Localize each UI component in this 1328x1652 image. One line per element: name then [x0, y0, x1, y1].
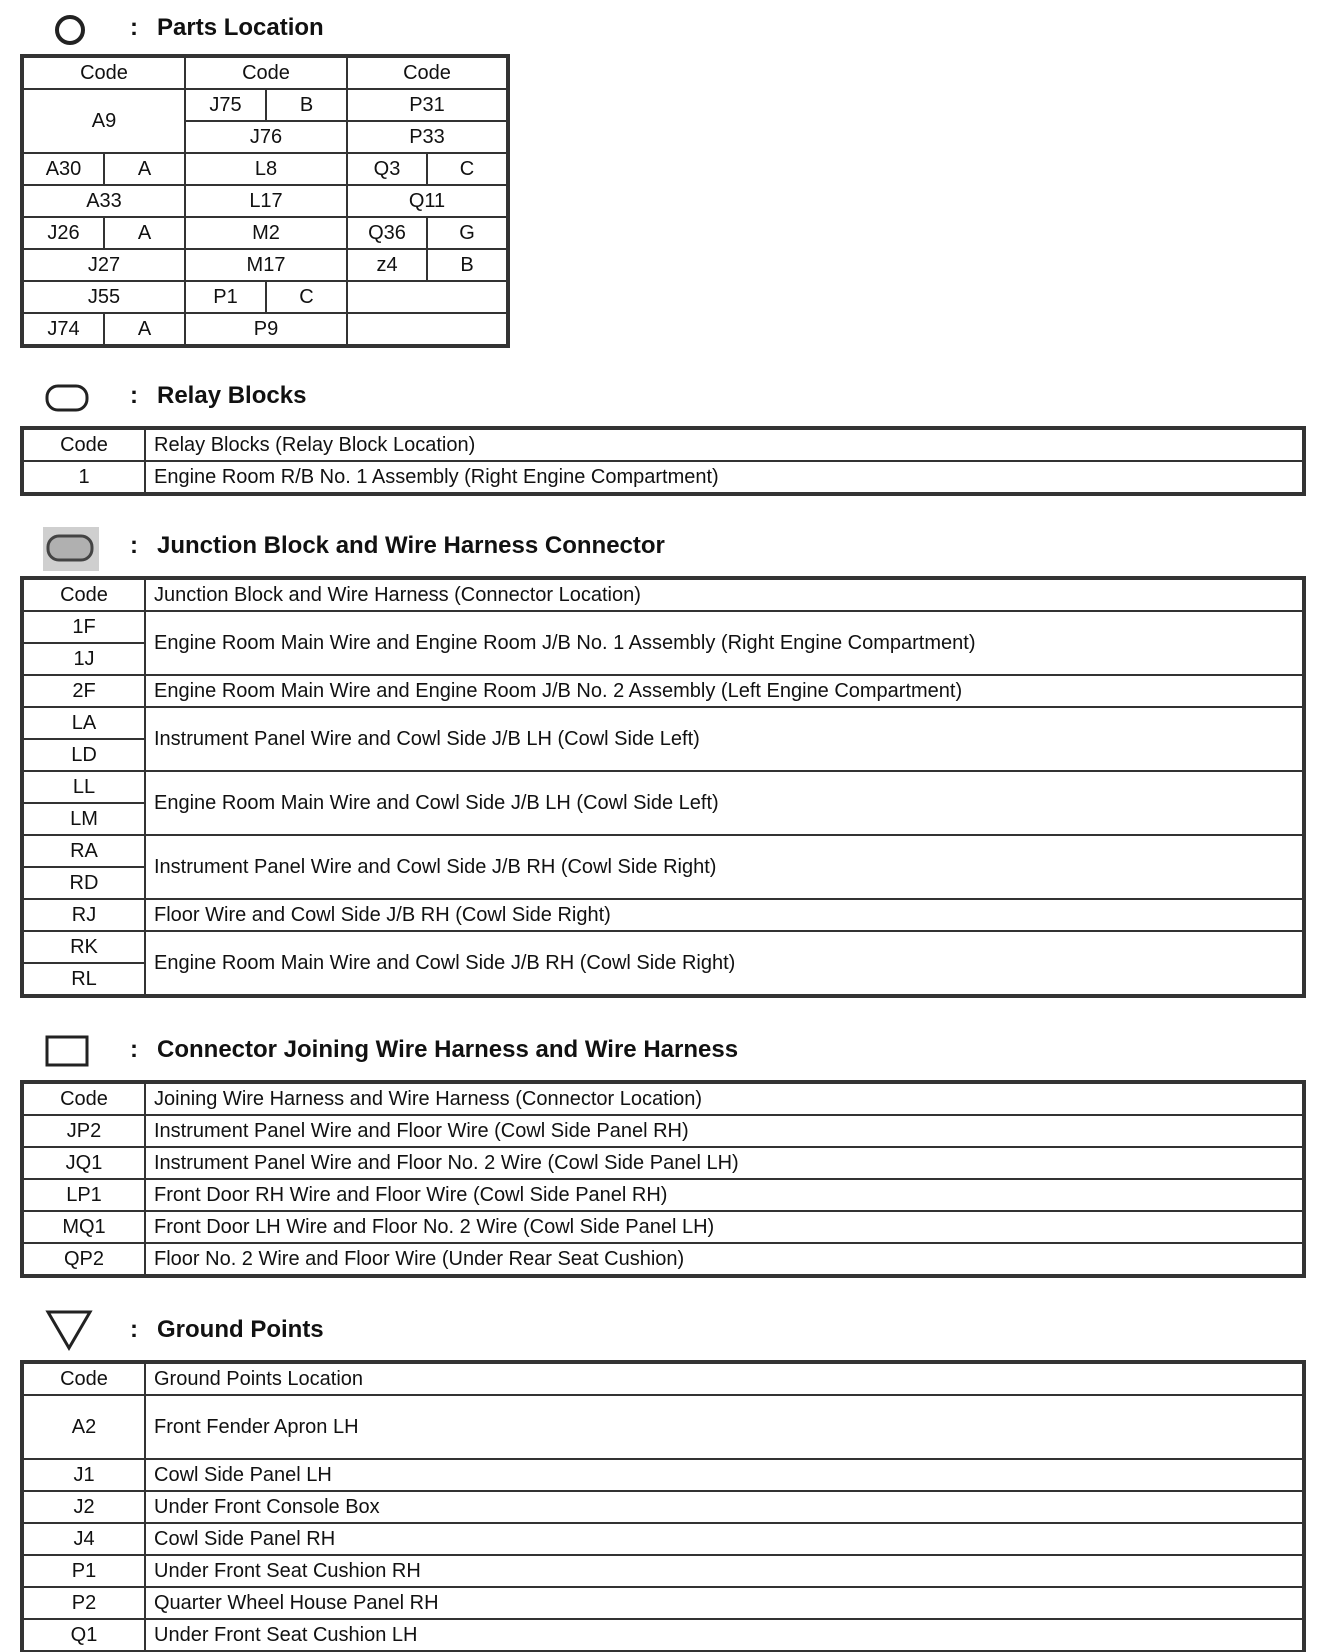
- junction-code: 2F: [23, 675, 145, 707]
- part-sub: A: [104, 217, 185, 249]
- part-sub: B: [427, 249, 507, 281]
- junction-code: 1F: [23, 611, 145, 643]
- colon: :: [130, 1316, 138, 1343]
- connector-desc: Floor No. 2 Wire and Floor Wire (Under Rear Seat Cushion): [145, 1243, 1303, 1275]
- colon: :: [130, 14, 138, 41]
- part-code: J74: [23, 313, 104, 345]
- part-code: L17: [185, 185, 347, 217]
- part-code: J75: [185, 89, 266, 121]
- shaded-rounded-rect-icon: [42, 526, 102, 572]
- relay-blocks-table: [22, 428, 1304, 494]
- part-sub: B: [266, 89, 347, 121]
- junction-code: LA: [23, 707, 145, 739]
- part-sub: G: [427, 217, 507, 249]
- part-sub: A: [104, 153, 185, 185]
- part-code: J26: [23, 217, 104, 249]
- connector-table: [22, 1082, 1304, 1276]
- part-code: J55: [23, 281, 185, 313]
- part-sub: A: [104, 313, 185, 345]
- junction-code: LD: [23, 739, 145, 771]
- ground-code: Q1: [23, 1619, 145, 1651]
- ground-desc: Cowl Side Panel RH: [145, 1523, 1303, 1555]
- code-header: Code: [347, 57, 507, 89]
- square-icon: [44, 1034, 94, 1070]
- ground-desc: Under Front Console Box: [145, 1491, 1303, 1523]
- ground-code: J1: [23, 1459, 145, 1491]
- part-code: P31: [347, 89, 507, 121]
- junction-code: LL: [23, 771, 145, 803]
- part-code: P33: [347, 121, 507, 153]
- desc-header: Joining Wire Harness and Wire Harness (Connector Location): [145, 1083, 1303, 1115]
- colon: :: [130, 1036, 138, 1063]
- ground-desc: Cowl Side Panel LH: [145, 1459, 1303, 1491]
- connector-code: MQ1: [23, 1211, 145, 1243]
- part-code: A33: [23, 185, 185, 217]
- connector-desc: Instrument Panel Wire and Floor No. 2 Wire (Cowl Side Panel LH): [145, 1147, 1303, 1179]
- rounded-rect-icon: [44, 382, 94, 418]
- section-title: Parts Location: [157, 14, 324, 41]
- junction-code: RD: [23, 867, 145, 899]
- desc-header: Ground Points Location: [145, 1363, 1303, 1395]
- junction-code: 1J: [23, 643, 145, 675]
- code-header: Code: [23, 429, 145, 461]
- connector-code: JP2: [23, 1115, 145, 1147]
- part-code: P1: [185, 281, 266, 313]
- part-code: L8: [185, 153, 347, 185]
- empty-cell: [347, 313, 507, 345]
- code-header: Code: [23, 1363, 145, 1395]
- junction-desc: Instrument Panel Wire and Cowl Side J/B LH (Cowl Side Left): [145, 707, 1303, 771]
- section-title: Junction Block and Wire Harness Connector: [157, 532, 665, 559]
- connector-code: QP2: [23, 1243, 145, 1275]
- junction-desc: Instrument Panel Wire and Cowl Side J/B RH (Cowl Side Right): [145, 835, 1303, 899]
- ground-desc: Front Fender Apron LH: [145, 1395, 1303, 1459]
- ground-desc: Quarter Wheel House Panel RH: [145, 1587, 1303, 1619]
- relay-desc: Engine Room R/B No. 1 Assembly (Right Engine Compartment): [145, 461, 1303, 493]
- part-code: z4: [347, 249, 427, 281]
- ground-points-table: [22, 1362, 1304, 1652]
- part-code: Q36: [347, 217, 427, 249]
- junction-desc: Engine Room Main Wire and Cowl Side J/B RH (Cowl Side Right): [145, 931, 1303, 995]
- connector-desc: Instrument Panel Wire and Floor Wire (Cowl Side Panel RH): [145, 1115, 1303, 1147]
- code-header: Code: [23, 57, 185, 89]
- colon: :: [130, 532, 138, 559]
- ground-desc: Under Front Seat Cushion RH: [145, 1555, 1303, 1587]
- part-sub: C: [266, 281, 347, 313]
- code-header: Code: [185, 57, 347, 89]
- junction-code: LM: [23, 803, 145, 835]
- circle-icon: [52, 12, 92, 52]
- part-code: Q3: [347, 153, 427, 185]
- code-header: Code: [23, 1083, 145, 1115]
- section-title: Relay Blocks: [157, 382, 307, 409]
- ground-code: P1: [23, 1555, 145, 1587]
- junction-desc: Floor Wire and Cowl Side J/B RH (Cowl Side Right): [145, 899, 1303, 931]
- part-code: M2: [185, 217, 347, 249]
- junction-code: RL: [23, 963, 145, 995]
- colon: :: [130, 382, 138, 409]
- junction-code: RA: [23, 835, 145, 867]
- part-code: A9: [23, 89, 185, 153]
- parts-location-table: [22, 56, 508, 346]
- ground-code: J4: [23, 1523, 145, 1555]
- part-code: A30: [23, 153, 104, 185]
- desc-header: Relay Blocks (Relay Block Location): [145, 429, 1303, 461]
- junction-desc: Engine Room Main Wire and Engine Room J/B No. 2 Assembly (Left Engine Compartment): [145, 675, 1303, 707]
- connector-code: LP1: [23, 1179, 145, 1211]
- part-code: J27: [23, 249, 185, 281]
- section-title: Connector Joining Wire Harness and Wire Harness: [157, 1036, 739, 1063]
- part-code: P9: [185, 313, 347, 345]
- junction-desc: Engine Room Main Wire and Engine Room J/B No. 1 Assembly (Right Engine Compartment): [145, 611, 1303, 675]
- empty-cell: [347, 281, 507, 313]
- section-title: Ground Points: [157, 1316, 324, 1343]
- part-code: Q11: [347, 185, 507, 217]
- connector-desc: Front Door RH Wire and Floor Wire (Cowl Side Panel RH): [145, 1179, 1303, 1211]
- part-sub: C: [427, 153, 507, 185]
- part-code: J76: [185, 121, 347, 153]
- ground-desc: Under Front Seat Cushion LH: [145, 1619, 1303, 1651]
- ground-code: P2: [23, 1587, 145, 1619]
- desc-header: Junction Block and Wire Harness (Connector Location): [145, 579, 1303, 611]
- junction-block-table: [22, 578, 1304, 996]
- part-code: M17: [185, 249, 347, 281]
- code-header: Code: [23, 579, 145, 611]
- junction-code: RJ: [23, 899, 145, 931]
- ground-code: A2: [23, 1395, 145, 1459]
- relay-code: 1: [23, 461, 145, 493]
- junction-desc: Engine Room Main Wire and Cowl Side J/B LH (Cowl Side Left): [145, 771, 1303, 835]
- connector-code: JQ1: [23, 1147, 145, 1179]
- connector-desc: Front Door LH Wire and Floor No. 2 Wire (Cowl Side Panel LH): [145, 1211, 1303, 1243]
- junction-code: RK: [23, 931, 145, 963]
- ground-code: J2: [23, 1491, 145, 1523]
- triangle-down-icon: [44, 1308, 96, 1354]
